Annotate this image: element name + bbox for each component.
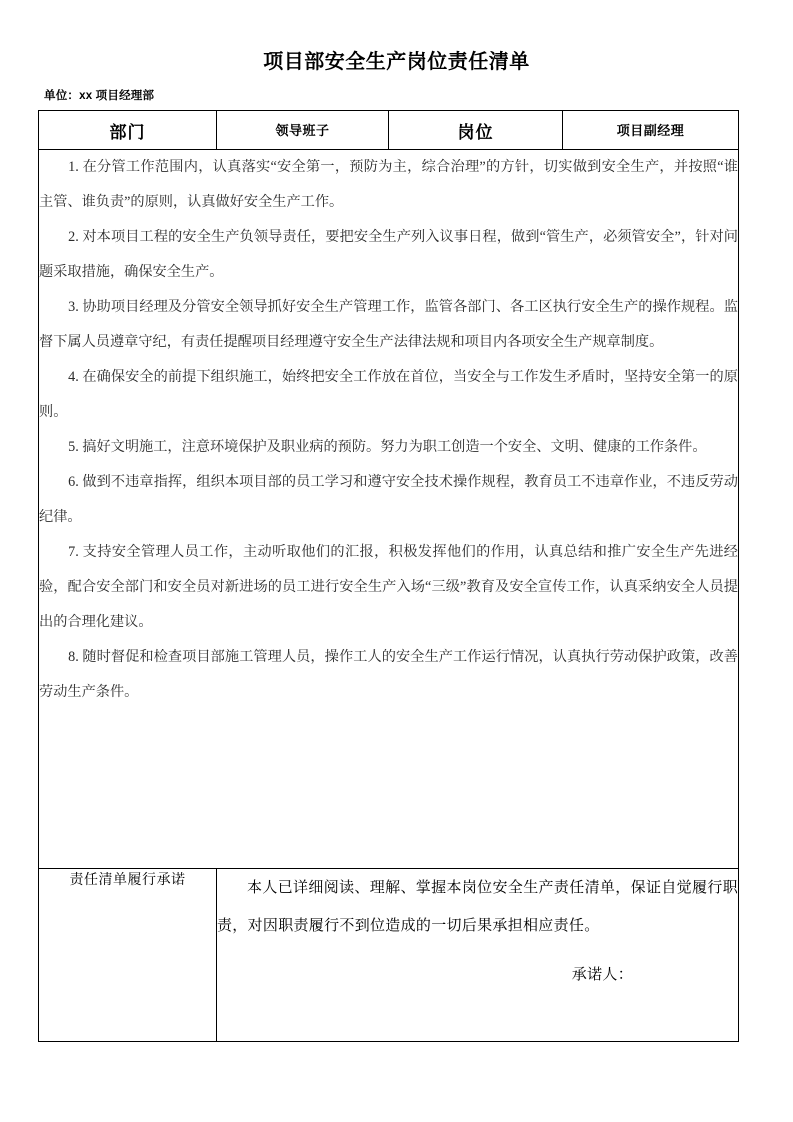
- commitment-body-cell: [217, 869, 739, 1042]
- commitment-text: 本人已详细阅读、理解、掌握本岗位安全生产责任清单，保证自觉履行职责，对因职责履行不到位造成的一切后果承担相应责任。: [217, 879, 738, 934]
- list-item: 2. 对本项目工程的安全生产负领导责任，要把安全生产列入议事日程，做到“管生产，必须管安全”，针对问题采取措施，确保安全生产。: [39, 229, 738, 280]
- table-header-row: [39, 111, 739, 150]
- page-title: 项目部安全生产岗位责任清单: [263, 51, 530, 73]
- list-item: 5. 搞好文明施工，注意环境保护及职业病的预防。努力为职工创造一个安全、文明、健康的工作条件。: [68, 439, 707, 455]
- header-cell-post-value: [563, 111, 739, 150]
- header-cell-post-label: [389, 111, 563, 150]
- list-item: 8. 随时督促和检查项目部施工管理人员，操作工人的安全生产工作运行情况，认真执行劳动保护政策，改善劳动生产条件。: [39, 649, 738, 700]
- commitment-row: [39, 869, 739, 1042]
- list-item: 6. 做到不违章指挥，组织本项目部的员工学习和遵守安全技术操作规程，教育员工不违章作业，不违反劳动纪律。: [39, 474, 738, 525]
- header-cell-dept-label: [39, 111, 217, 150]
- commitment-label-text: 责任清单履行承诺: [69, 871, 186, 887]
- post-label-text: 岗位: [457, 122, 494, 142]
- list-item: 3. 协助项目经理及分管安全领导抓好安全生产管理工作，监管各部门、各工区执行安全生产的操作规程。监督下属人员遵章守纪，有责任提醒项目经理遵守安全生产法律法规和项目内各项安全生产规章制度。: [39, 299, 738, 350]
- responsibility-table: [38, 110, 739, 1042]
- signer-label: 承诺人：: [571, 966, 633, 983]
- duty-list: [39, 150, 738, 710]
- duty-list-cell: [39, 150, 739, 869]
- post-value-text: 项目副经理: [616, 123, 685, 138]
- list-item: 7. 支持安全管理人员工作，主动听取他们的汇报，积极发挥他们的作用，认真总结和推广安全生产先进经验，配合安全部门和安全员对新进场的员工进行安全生产入场“三级”教育及安全宣传工作，认真采纳安全人员提出的合理化建议。: [39, 544, 738, 630]
- dept-value-text: 领导班子: [275, 123, 330, 138]
- unit-line: 单位：xx 项目经理部: [44, 90, 155, 102]
- header-cell-dept-value: [217, 111, 389, 150]
- list-item: 1. 在分管工作范围内，认真落实“安全第一，预防为主，综合治理”的方针，切实做到安全生产，并按照“谁主管、谁负责”的原则，认真做好安全生产工作。: [39, 159, 738, 210]
- dept-label-text: 部门: [109, 122, 146, 142]
- list-item: 4. 在确保安全的前提下组织施工，始终把安全工作放在首位，当安全与工作发生矛盾时，坚持安全第一的原则。: [39, 369, 738, 420]
- duty-content-row: [39, 150, 739, 869]
- commitment-label-cell: [39, 869, 217, 1042]
